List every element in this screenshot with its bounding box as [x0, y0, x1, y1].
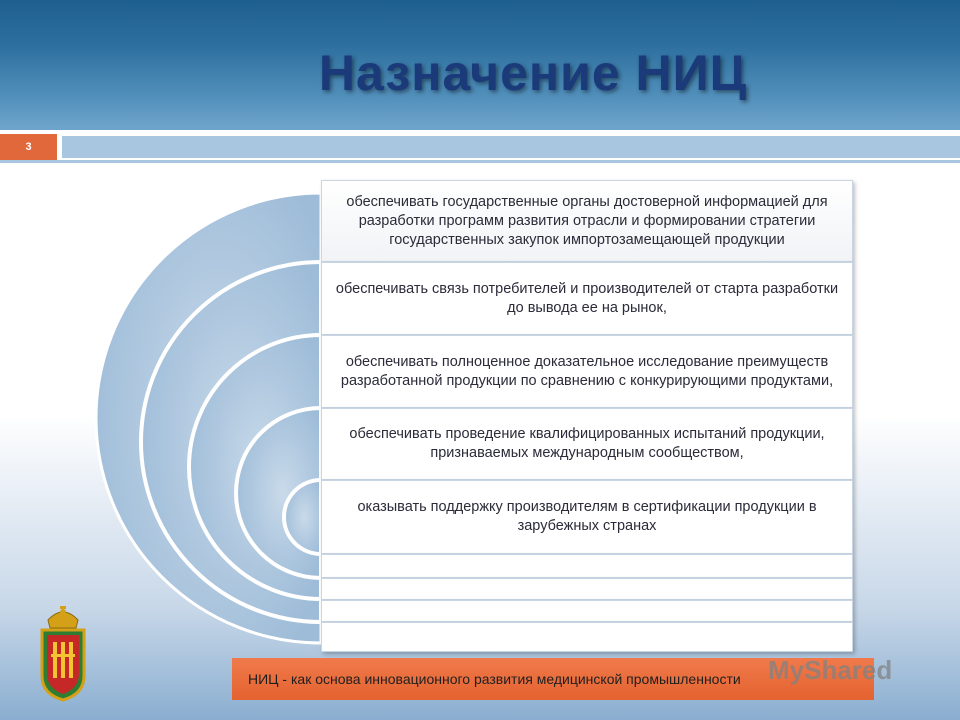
- list-item-text: оказывать поддержку производителям в сертификации продукции в зарубежных странах: [357, 499, 817, 534]
- footer-bar: НИЦ - как основа инновационного развития медицинской промышленности: [232, 658, 874, 700]
- list-item-text: обеспечивать государственные органы достоверной информацией для разработки программ развития отрасли и формировании стратегии государственных закупок импортозамещающей продукции: [346, 193, 828, 248]
- coat-of-arms-icon: [38, 606, 88, 702]
- empty-row: [321, 622, 853, 652]
- list-item: [321, 480, 853, 554]
- list-item-text: обеспечивать проведение квалифицированных испытаний продукции, признаваемых международным сообществом,: [349, 426, 825, 461]
- empty-row: [321, 578, 853, 600]
- list-item: [321, 408, 853, 480]
- list-item: [321, 335, 853, 408]
- list-item: [321, 262, 853, 335]
- slide-number: 3: [0, 134, 57, 160]
- list-item-text: обеспечивать полноценное доказательное исследование преимуществ разработанной продукции по сравнению с конкурирующими продуктами,: [340, 353, 834, 389]
- empty-row: [321, 600, 853, 622]
- slide-title: Назначение НИЦ: [318, 45, 748, 101]
- list-item-text: обеспечивать связь потребителей и производителей от старта разработки до вывода ее на рынок,: [335, 280, 839, 316]
- watermark: MyShared: [768, 655, 893, 685]
- empty-row: [321, 554, 853, 578]
- list-item: [321, 180, 853, 262]
